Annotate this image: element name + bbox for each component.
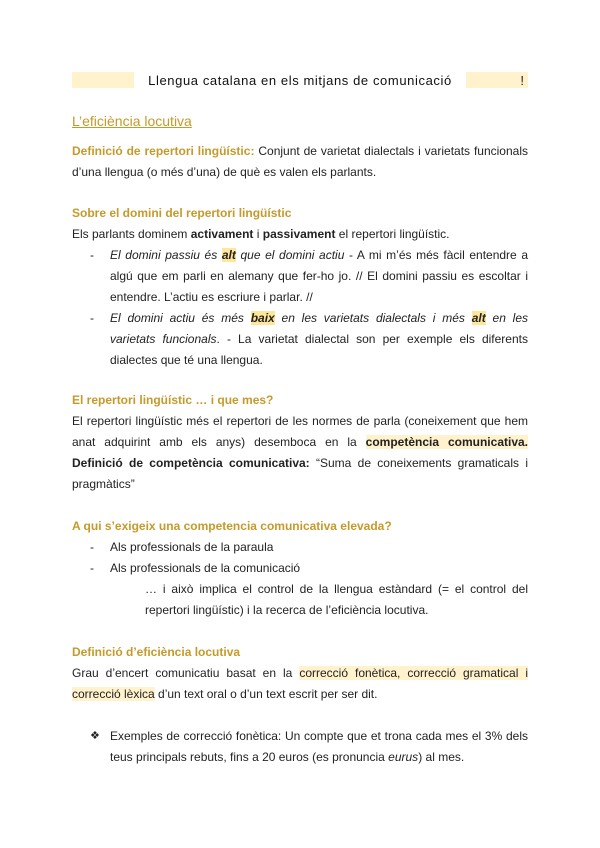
document-title-row [72, 70, 528, 90]
competencia-note: … i això implica el control de la llengua estàndard (= el control del repertori lingüístic) i la recerca de l’eficiència locutiva. [145, 582, 528, 617]
dash-marker: - [90, 311, 94, 325]
example-list [90, 726, 528, 768]
list-item: - El domini actiu és més baix en les varietats dialectals i més alt en les varietats funcionals. - La varietat dialectal son per exemple els diferents dialectes que té una llengua. [90, 308, 528, 371]
list-item: - Als professionals de la comunicació [90, 558, 528, 579]
section-heading-domini: Sobre el domini del repertori lingüístic [72, 206, 292, 220]
repertori-definition [72, 141, 528, 183]
section-heading-eficiencia: Definició d’eficiència locutiva [72, 645, 241, 659]
diamond-bullet-icon: ❖ [90, 730, 100, 742]
dash-marker: - [90, 561, 94, 575]
list-item: ❖ Exemples de correcció fonètica: Un compte que et trona cada mes el 3% dels teus principals rebuts, fins a 20 euros (es pronuncia eurus) al mes. [90, 726, 528, 768]
title-mark: ! [520, 73, 524, 88]
list-item: - El domini passiu és alt que el domini actiu - A mi m’és més fàcil entendre a algú que em parli en alemany que fer-ho jo. // El domini passiu es escoltar i entendre. L’actiu es escriure i parlar. // [90, 245, 528, 308]
repertori-paragraph: El repertori lingüístic més el repertori de les normes de parla (coneixement que hem anat adquirint amb els anys) desemboca en la competència comunicativa. Definició de competència comunicativa: “Suma de coneixements gramaticals i pragmàtics” [72, 414, 528, 491]
section-heading-competencia: A qui s’exigeix una competencia comunicativa elevada? [72, 519, 392, 533]
domini-list [90, 245, 528, 371]
repertori-definition-text: Conjunt de varietat dialectals i varietats funcionals d’una llengua (o més d’una) de què es valen els parlants. [72, 144, 528, 179]
dash-marker: - [90, 540, 94, 554]
section-heading-repertori: El repertori lingüístic … i que mes? [72, 393, 274, 407]
dash-marker: - [90, 248, 94, 262]
competencia-list [90, 537, 528, 579]
list-item: - Als professionals de la paraula [90, 537, 528, 558]
document-title: Llengua catalana en els mitjans de comunicació [148, 73, 452, 88]
main-heading: L’eficiència locutiva [72, 113, 192, 129]
domini-intro: Els parlants dominem activament i passivament el repertori lingüístic. [72, 227, 450, 241]
repertori-definition-label: Definició de repertori lingüístic: [72, 144, 255, 158]
eficiencia-definition: Grau d’encert comunicatiu basat en la correcció fonètica, correcció gramatical i correcció lèxica d’un text oral o d’un text escrit per ser dit. [72, 666, 529, 701]
